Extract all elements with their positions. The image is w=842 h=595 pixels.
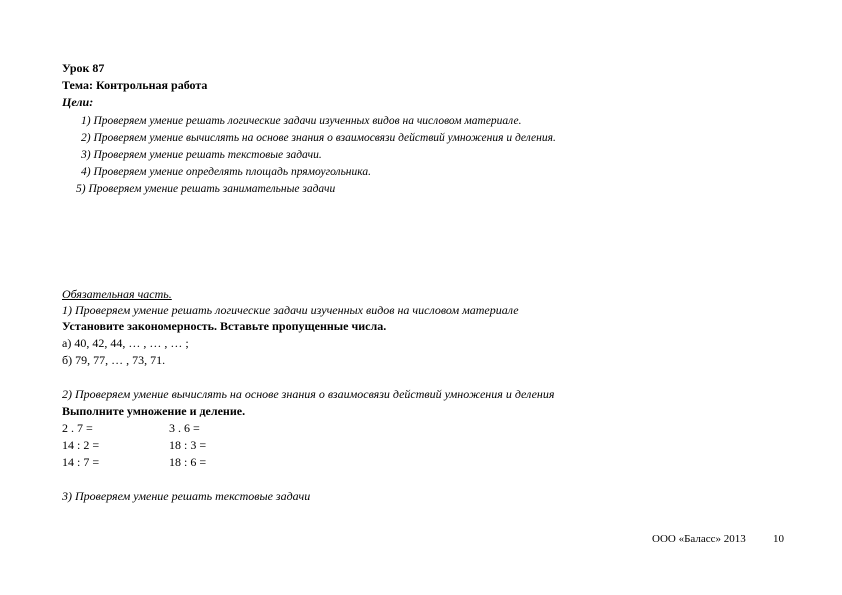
task1-item-a: а) 40, 42, 44, … , … , … ; [62,336,189,350]
task1-heading: 1) Проверяем умение решать логические задачи изученных видов на числовом материале [62,303,519,317]
lesson-number: Урок 87 [62,61,105,75]
page-number: 10 [773,533,784,545]
goals-label: Цели: [62,95,94,109]
task2-instruction: Выполните умножение и деление. [62,404,246,418]
goal-item: 4) Проверяем умение определять площадь прямоугольника. [81,166,371,178]
task1-instruction: Установите закономерность. Вставьте пропущенные числа. [62,319,387,333]
footer-company: ООО «Баласс» 2013 [652,533,746,545]
goal-item: 5) Проверяем умение решать занимательные задачи [76,183,336,195]
expression-left: 2 . 7 = [62,421,93,435]
expression-left: 14 : 7 = [62,455,100,469]
mandatory-part-title: Обязательная часть. [62,287,172,301]
lesson-topic: Тема: Контрольная работа [62,78,208,92]
expression-right: 3 . 6 = [169,421,200,435]
task3-heading: 3) Проверяем умение решать текстовые задачи [62,489,311,503]
expression-right: 18 : 3 = [169,438,207,452]
task2-heading: 2) Проверяем умение вычислять на основе знания о взаимосвязи действий умножения и деления [62,387,555,401]
goal-item: 2) Проверяем умение вычислять на основе знания о взаимосвязи действий умножения и деления. [81,132,556,144]
expression-right: 18 : 6 = [169,455,207,469]
expression-left: 14 : 2 = [62,438,100,452]
task1-item-b: б) 79, 77, … , 73, 71. [62,353,166,367]
goal-item: 1) Проверяем умение решать логические задачи изученных видов на числовом материале. [81,115,522,127]
goal-item: 3) Проверяем умение решать текстовые задачи. [81,149,322,161]
